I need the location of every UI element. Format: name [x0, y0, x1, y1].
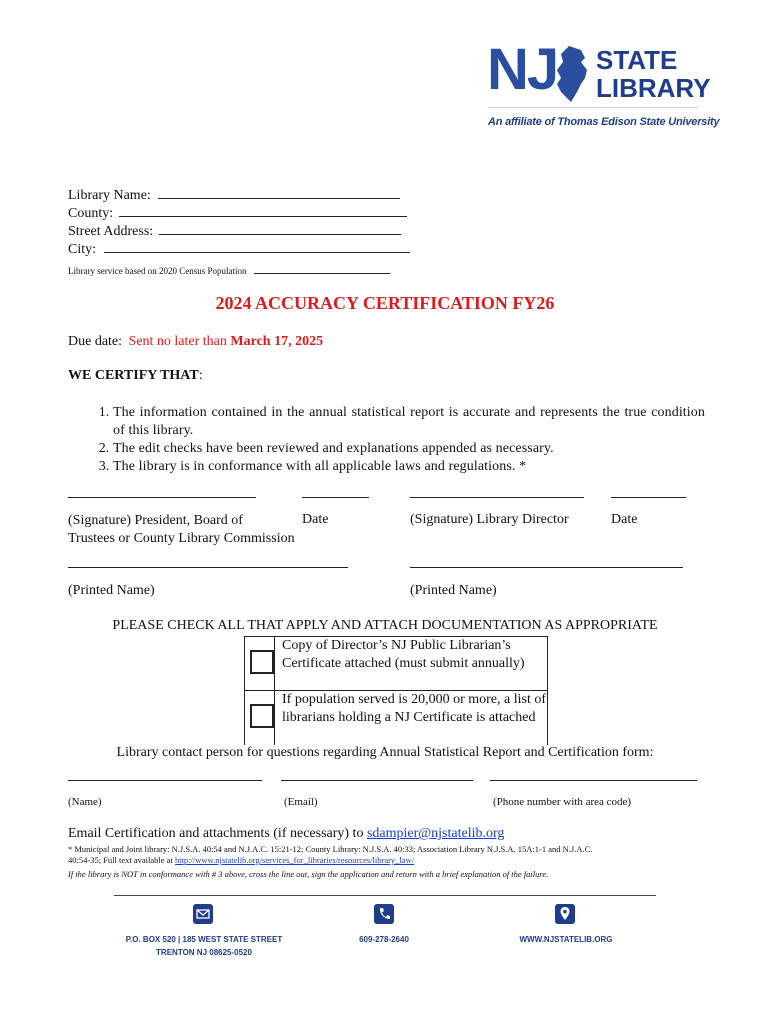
- director-signature-label: (Signature) Library Director: [410, 512, 569, 527]
- contact-name-line[interactable]: [68, 780, 262, 781]
- city-field[interactable]: [104, 252, 410, 253]
- certify-list: [69, 404, 705, 476]
- library-law-link[interactable]: http://www.njstatelib.org/services_for_libraries/resources/library_law/: [174, 855, 415, 865]
- checklist-heading: PLEASE CHECK ALL THAT APPLY AND ATTACH DOCUMENTATION AS APPROPRIATE: [112, 618, 658, 633]
- county-row: [68, 205, 407, 222]
- footnote-line3: If the library is NOT in conformance with # 3 above, cross the line out, sign the application and return with a brief explanation of the failure.: [68, 869, 549, 879]
- library-name-row: [68, 187, 400, 204]
- contact-phone-line[interactable]: [490, 780, 697, 781]
- checkbox-director-certificate[interactable]: [250, 650, 274, 674]
- street-address-label: Street Address:: [68, 224, 154, 239]
- printed-name1-label: (Printed Name): [68, 583, 155, 598]
- library-name-field[interactable]: [158, 198, 400, 199]
- nj-state-shape-icon: [551, 44, 593, 106]
- email-link[interactable]: sdampier@njstatelib.org: [366, 826, 505, 841]
- county-label: County:: [68, 206, 114, 221]
- footnote: [68, 844, 708, 880]
- date1-label: Date: [302, 512, 329, 527]
- email-certification-text: Email Certification and attachments (if necessary) to: [68, 826, 364, 841]
- certify-colon: :: [198, 368, 203, 383]
- due-date-label: Due date:: [68, 334, 123, 349]
- president-signature-label: [68, 512, 295, 548]
- checklist-item-2: If population served is 20,000 or more, a list of librarians holding a NJ Certificate is attached: [282, 692, 547, 725]
- email-certification: [68, 826, 504, 842]
- printed-name2-line[interactable]: [410, 567, 683, 568]
- checklist-item-1: Copy of Director’s NJ Public Librarian’s Certificate attached (must submit annually): [282, 638, 525, 671]
- footer-address-line1: P.O. BOX 520 | 185 WEST STATE STREET: [125, 935, 283, 944]
- president-label-line1: (Signature) President, Board of: [68, 513, 243, 528]
- printed-name1-line[interactable]: [68, 567, 348, 568]
- street-address-row: [68, 223, 401, 240]
- population-field[interactable]: [254, 273, 390, 274]
- footer-website[interactable]: WWW.NJSTATELIB.ORG: [519, 935, 613, 944]
- date2-line[interactable]: [611, 497, 686, 498]
- logo-state-text: STATE: [596, 45, 678, 75]
- logo-tagline: An affiliate of Thomas Edison State University: [488, 116, 720, 128]
- checklist-col-divider: [274, 690, 275, 745]
- county-field[interactable]: [119, 216, 407, 217]
- phone-icon: [374, 904, 394, 924]
- due-date-sent: Sent no later than: [128, 334, 227, 349]
- contact-name-label: (Name): [68, 796, 102, 808]
- certify-heading-text: WE CERTIFY THAT: [68, 368, 199, 383]
- city-label: City:: [68, 242, 97, 257]
- contact-phone-label: (Phone number with area code): [493, 796, 632, 808]
- certify-item: 3. The library is in conformance with all applicable laws and regulations. *: [113, 458, 705, 476]
- contact-heading: Library contact person for questions regarding Annual Statistical Report and Certification form:: [116, 745, 654, 760]
- logo-divider: [488, 107, 698, 108]
- contact-email-label: (Email): [284, 796, 318, 808]
- population-label: Library service based on 2020 Census Population: [68, 266, 247, 276]
- library-name-label: Library Name:: [68, 188, 151, 203]
- city-row: [68, 241, 410, 258]
- contact-email-line[interactable]: [281, 780, 473, 781]
- logo-state-library: [596, 46, 711, 102]
- president-signature-line[interactable]: [68, 497, 256, 498]
- certify-heading: [68, 368, 203, 384]
- footnote-line1: * Municipal and Joint library: N.J.S.A. 40:54 and N.J.A.C. 15:21-12; County Library: N.J.S.A. 40:33; Association Library N.J.S.A. 15A:1-1 and N.J.A.C.: [68, 844, 593, 854]
- footer-address-line2: TRENTON NJ 08625-0520: [156, 948, 252, 957]
- certify-item: 1. The information contained in the annual statistical report is accurate and represents the true condition of this library.: [113, 404, 705, 440]
- date1-line[interactable]: [302, 497, 369, 498]
- footnote-line2-text: 40:54-35; Full text available at: [68, 855, 173, 865]
- footer-address: [104, 933, 304, 959]
- certify-item: 2. The edit checks have been reviewed and explanations appended as necessary.: [113, 440, 705, 458]
- printed-name2-label: (Printed Name): [410, 583, 497, 598]
- street-address-field[interactable]: [159, 234, 401, 235]
- map-pin-icon: [555, 904, 575, 924]
- logo-library-text: LIBRARY: [596, 73, 711, 103]
- due-date: [68, 334, 323, 350]
- footer-divider: [114, 895, 656, 896]
- date2-label: Date: [611, 512, 638, 527]
- director-signature-line[interactable]: [410, 497, 584, 498]
- envelope-icon: [193, 904, 213, 924]
- footer-phone: 609-278-2640: [359, 935, 409, 944]
- page-title: 2024 ACCURACY CERTIFICATION FY26: [215, 293, 555, 313]
- checkbox-librarians-list[interactable]: [250, 704, 274, 728]
- due-date-value: March 17, 2025: [230, 334, 324, 349]
- logo-nj: NJ: [487, 37, 558, 102]
- footnote-line2: [68, 855, 708, 866]
- president-label-line2: Trustees or County Library Commission: [68, 531, 295, 546]
- population-row: [68, 262, 390, 280]
